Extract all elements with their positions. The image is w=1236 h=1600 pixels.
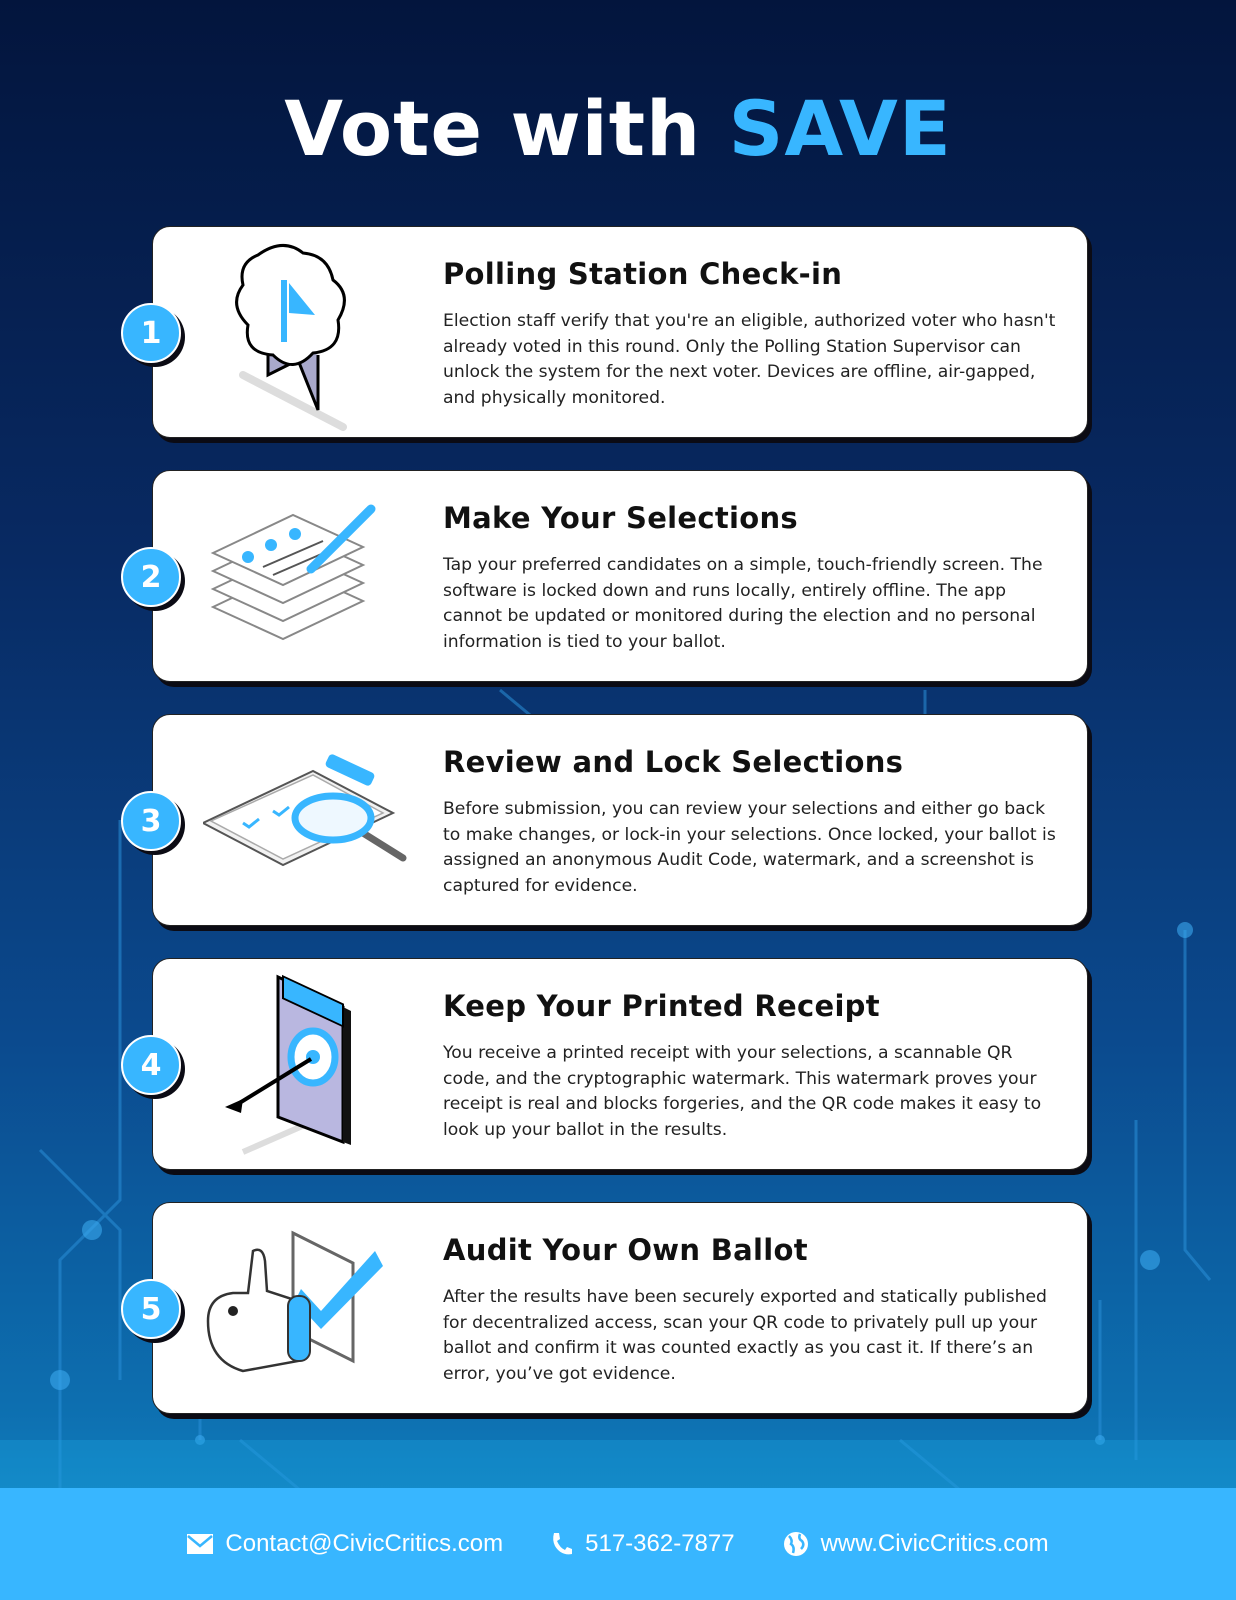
step-card-2 xyxy=(140,470,1088,682)
step-number: 4 xyxy=(121,1035,181,1095)
flag-badge-icon xyxy=(203,235,423,431)
envelope-icon xyxy=(187,1534,213,1554)
website-link[interactable]: www.CivicCritics.com xyxy=(820,1530,1049,1557)
contact-footer xyxy=(0,1488,1236,1600)
page-title xyxy=(0,84,1236,173)
step-title: Audit Your Own Ballot xyxy=(443,1233,808,1267)
step-card-4 xyxy=(140,958,1088,1170)
title-accent: SAVE xyxy=(728,84,952,173)
step-description: You receive a printed receipt with your selections, a scannable QR code, and the cryptographic watermark. This watermark proves your receipt is real and blocks forgeries, and the QR code makes it easy to look up your ballot in the results. xyxy=(443,1043,1042,1140)
step-number: 3 xyxy=(121,791,181,851)
step-number: 1 xyxy=(121,303,181,363)
globe-icon xyxy=(783,1531,809,1557)
step-number: 5 xyxy=(121,1279,181,1339)
footer-email[interactable] xyxy=(187,1530,503,1558)
phone-number[interactable]: 517-362-7877 xyxy=(585,1530,735,1557)
step-card-5 xyxy=(140,1202,1088,1414)
email-link[interactable]: Contact@CivicCritics.com xyxy=(225,1530,504,1557)
magnifier-clipboard-icon xyxy=(203,723,423,919)
footer-phone[interactable] xyxy=(551,1530,734,1558)
footer-website[interactable] xyxy=(783,1530,1049,1558)
step-title: Make Your Selections xyxy=(443,501,798,535)
target-clipboard-icon xyxy=(203,967,423,1163)
step-card-3 xyxy=(140,714,1088,926)
step-title: Review and Lock Selections xyxy=(443,745,904,779)
step-card-1 xyxy=(140,226,1088,438)
phone-icon xyxy=(551,1532,573,1556)
step-description: Election staff verify that you're an eligible, authorized voter who hasn't already voted in this round. Only the Polling Station Supervisor can unlock the system for the next voter. Devices are offline, air-gapped, and physically monitored. xyxy=(443,311,1056,408)
title-prefix: Vote with xyxy=(284,84,702,173)
step-description: After the results have been securely exported and statically published for decentralized access, scan your QR code to privately pull up your ballot and confirm it was counted exactly as you cast it. If there’s an error, you’ve got evidence. xyxy=(443,1287,1047,1384)
thumbs-up-check-icon xyxy=(203,1211,423,1407)
step-title: Keep Your Printed Receipt xyxy=(443,989,880,1023)
step-title: Polling Station Check-in xyxy=(443,257,843,291)
step-description: Tap your preferred candidates on a simple, touch-friendly screen. The software is locked down and runs locally, entirely offline. The app cannot be updated or monitored during the election and no personal information is tied to your ballot. xyxy=(443,555,1043,652)
step-number: 2 xyxy=(121,547,181,607)
ballot-pen-icon xyxy=(203,479,423,675)
step-description: Before submission, you can review your selections and either go back to make changes, or lock-in your selections. Once locked, your ballot is assigned an anonymous Audit Code, watermark, and a screenshot is captured for evidence. xyxy=(443,799,1056,896)
